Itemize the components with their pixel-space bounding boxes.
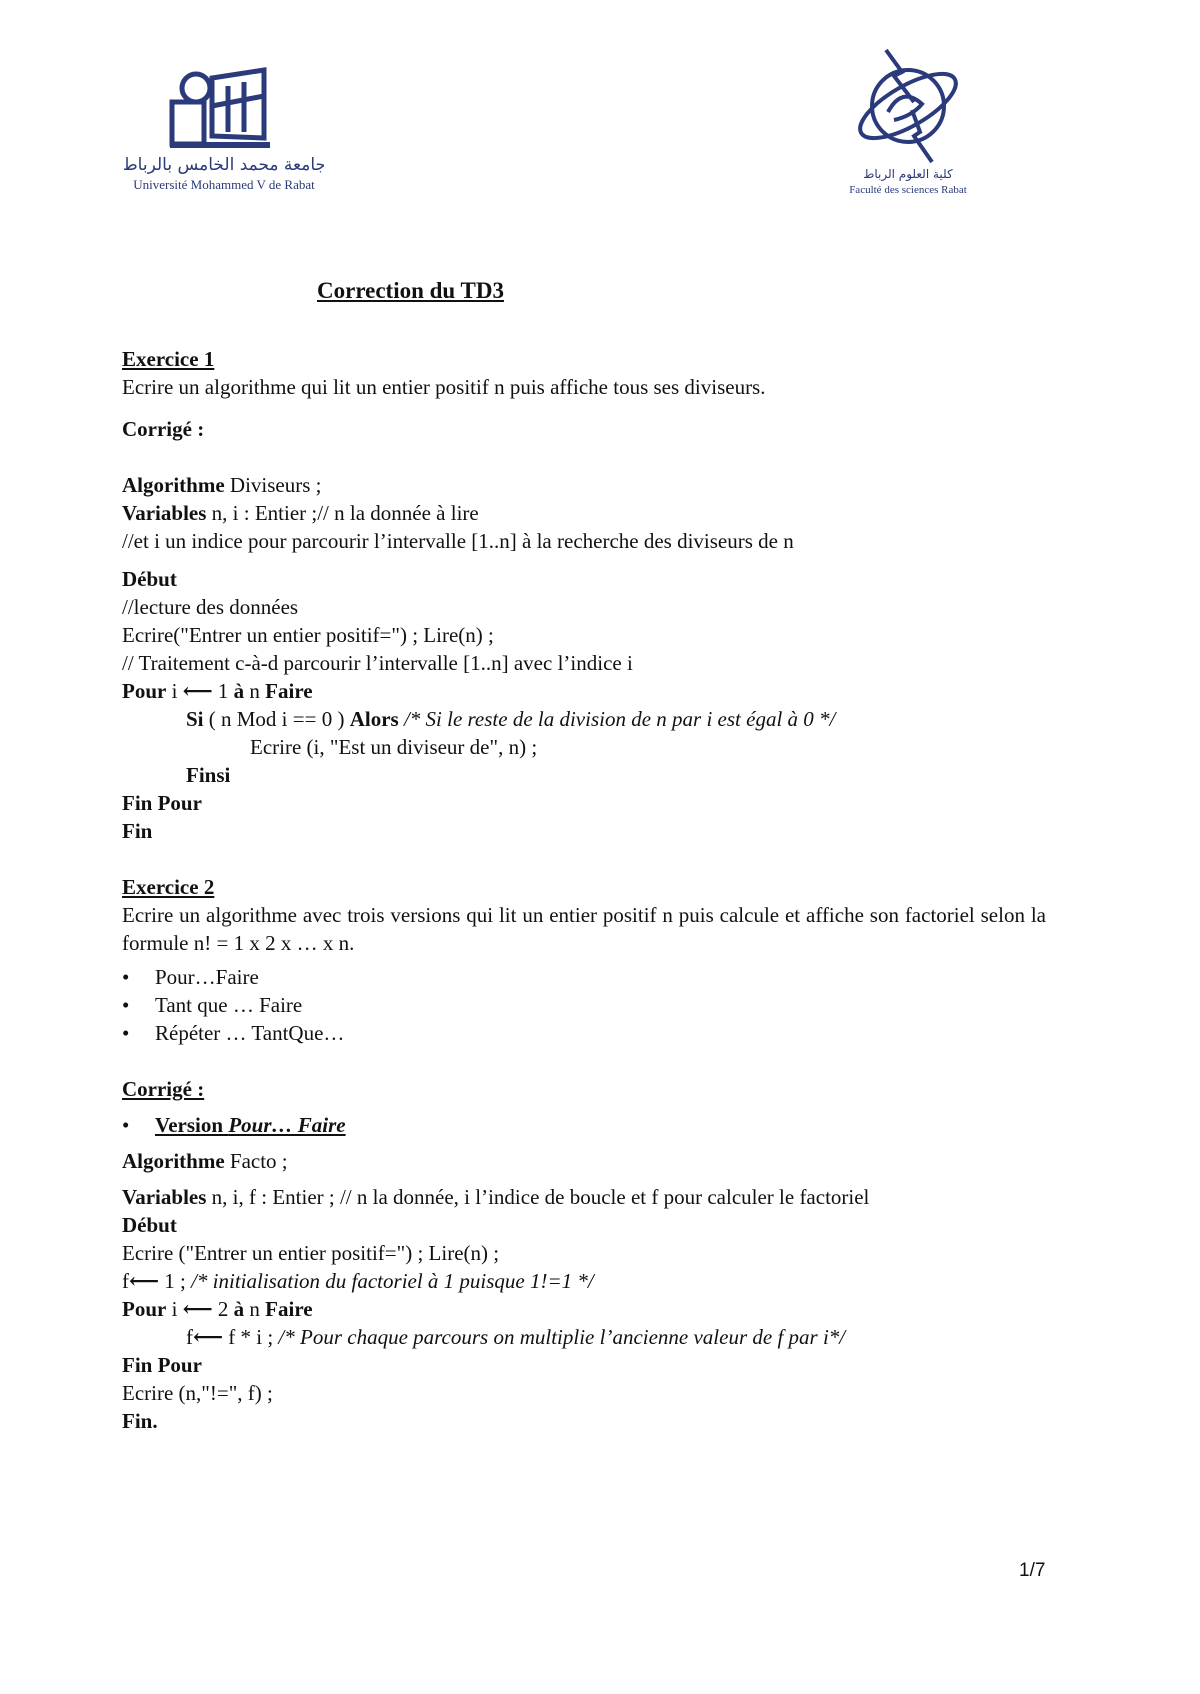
ex1-finsi: Finsi — [186, 763, 231, 787]
page-title: Correction du TD3 — [317, 278, 504, 303]
list-item: • Tant que … Faire — [122, 991, 1046, 1019]
university-crest-icon — [124, 66, 324, 196]
ex2-ecrire-line: Ecrire (n,"!=", f) ; — [122, 1381, 273, 1405]
version-label: Version — [155, 1113, 229, 1137]
faculty-atom-emblem-icon — [842, 46, 1002, 196]
keyword: Variables — [122, 501, 207, 525]
faculty-logo — [842, 46, 1002, 196]
exercise-2-heading: Exercice 2 — [122, 875, 215, 899]
keyword: Pour — [122, 679, 167, 703]
version-name: Pour… Faire — [228, 1113, 346, 1137]
code-text: n — [244, 679, 266, 703]
faculty-name-french: Faculté des sciences Rabat — [849, 184, 967, 196]
ex1-code-line: //lecture des données — [122, 595, 299, 619]
keyword: Pour — [122, 1297, 167, 1321]
university-name-arabic: جامعة محمد الخامس بالرباط — [124, 155, 324, 175]
assign-arrow-icon: ⟵ — [182, 1297, 213, 1321]
ex2-body-line — [122, 1323, 1046, 1351]
ex1-variables-line — [122, 499, 1046, 527]
code-text: n, i : Entier ;// n la donnée à lire — [206, 501, 479, 525]
exercise-1-corrige: Corrigé : — [122, 417, 205, 441]
assign-arrow-icon: ⟵ — [182, 679, 213, 703]
exercise-2-corrige: Corrigé : — [122, 1077, 205, 1101]
code-text: i — [166, 679, 183, 703]
keyword: Alors — [349, 707, 399, 731]
document-body — [122, 345, 1046, 1435]
code-text: f — [186, 1325, 193, 1349]
ex2-pour-line — [122, 1295, 1046, 1323]
code-comment: /* Pour chaque parcours on multiplie l’ancienne valeur de f par i*/ — [278, 1325, 846, 1349]
ex1-finpour: Fin Pour — [122, 791, 202, 815]
ex1-code-line: // Traitement c-à-d parcourir l’intervalle [1..n] avec l’indice i — [122, 651, 633, 675]
code-text: 1 — [212, 679, 234, 703]
ex1-fin: Fin — [122, 819, 153, 843]
code-text: 2 — [212, 1297, 234, 1321]
code-comment: /* Si le reste de la division de n par i est égal à 0 */ — [398, 707, 836, 731]
ex2-code-line: Ecrire ("Entrer un entier positif=") ; Lire(n) ; — [122, 1241, 500, 1265]
ex2-variables-line — [122, 1183, 1046, 1211]
exercise-1-statement: Ecrire un algorithme qui lit un entier positif n puis affiche tous ses diviseurs. — [122, 375, 766, 399]
assign-arrow-icon: ⟵ — [129, 1269, 160, 1293]
ex1-code-line: Ecrire("Entrer un entier positif=") ; Lire(n) ; — [122, 623, 494, 647]
code-text: n — [244, 1297, 266, 1321]
code-text: Facto ; — [224, 1149, 288, 1173]
code-text: ( n Mod i == 0 ) — [203, 707, 350, 731]
version-list — [122, 963, 1046, 1047]
ex1-debut: Début — [122, 567, 177, 591]
code-text: n, i, f : Entier ; // n la donnée, i l’indice de boucle et f pour calculer le factoriel — [206, 1185, 870, 1209]
ex1-algorithm-line — [122, 471, 1046, 499]
keyword: Variables — [122, 1185, 207, 1209]
version-heading — [122, 1111, 1046, 1139]
exercise-1-heading: Exercice 1 — [122, 347, 215, 371]
keyword: à — [233, 679, 245, 703]
code-text: i — [166, 1297, 183, 1321]
faculty-name-arabic: كلية العلوم الرباط — [863, 167, 953, 181]
keyword: Algorithme — [122, 1149, 225, 1173]
ex2-finpour: Fin Pour — [122, 1353, 202, 1377]
page-number: 1/7 — [1019, 1560, 1046, 1581]
ex2-init-line — [122, 1267, 1046, 1295]
list-item: • Pour…Faire — [122, 963, 1046, 991]
ex2-debut: Début — [122, 1213, 177, 1237]
version-heading-list — [122, 1111, 1046, 1139]
keyword: Faire — [265, 1297, 313, 1321]
code-text: f * i ; — [223, 1325, 279, 1349]
keyword: Si — [186, 707, 204, 731]
code-text: Diviseurs ; — [224, 473, 322, 497]
keyword: Algorithme — [122, 473, 225, 497]
keyword: à — [233, 1297, 245, 1321]
code-comment: /* initialisation du factoriel à 1 puisque 1!=1 */ — [191, 1269, 594, 1293]
assign-arrow-icon: ⟵ — [193, 1325, 224, 1349]
ex1-si-line — [122, 705, 1046, 733]
university-name-french: Université Mohammed V de Rabat — [133, 177, 315, 192]
ex1-comment-line: //et i un indice pour parcourir l’intervalle [1..n] à la recherche des diviseurs de n — [122, 529, 794, 553]
ex1-pour-line — [122, 677, 1046, 705]
list-item: • Répéter … TantQue… — [122, 1019, 1046, 1047]
ex1-ecrire-line: Ecrire (i, "Est un diviseur de", n) ; — [250, 735, 538, 759]
ex2-fin: Fin. — [122, 1409, 158, 1433]
university-logo — [124, 66, 324, 196]
code-text: 1 ; — [159, 1269, 192, 1293]
keyword: Faire — [265, 679, 313, 703]
exercise-2-statement: Ecrire un algorithme avec trois versions qui lit un entier positif n puis calcule et affiche son factoriel selon la formule n! = 1 x 2 x … x n. — [122, 903, 1046, 955]
ex2-algorithm-line — [122, 1147, 1046, 1175]
code-text: f — [122, 1269, 129, 1293]
